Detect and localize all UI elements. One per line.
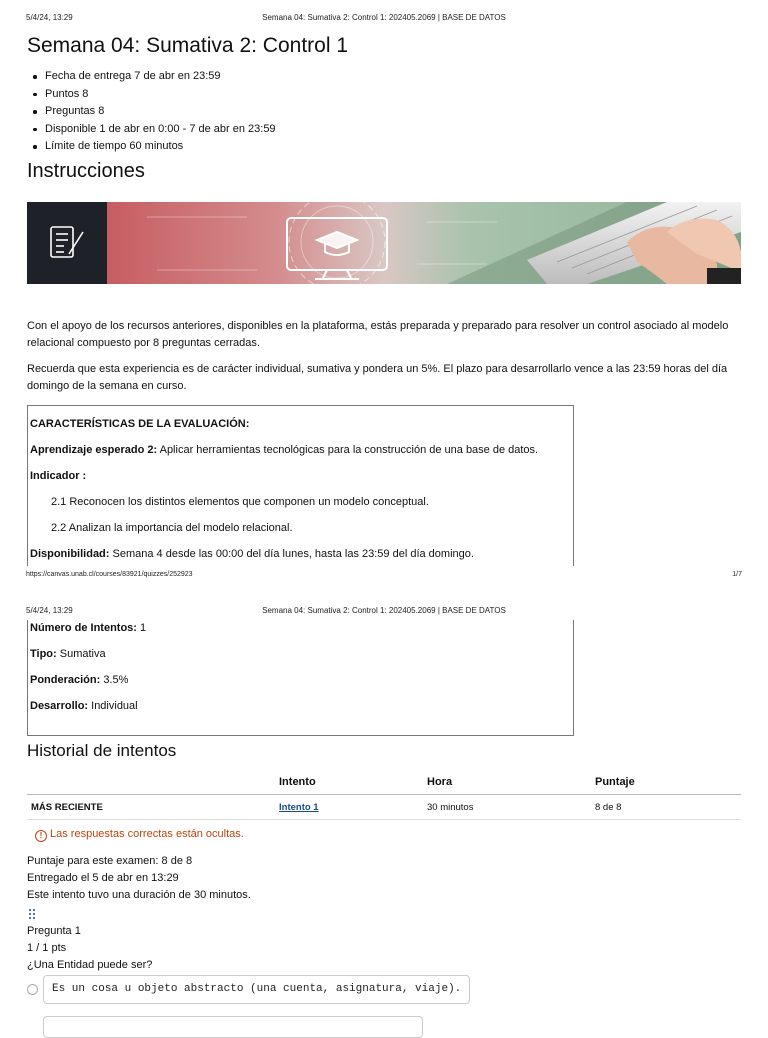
attempt-cell (275, 795, 423, 820)
quiz-details-list (27, 68, 276, 156)
attempt-score: 8 de 8 (591, 795, 741, 820)
banner-graphic (27, 202, 741, 284)
warning-circle-icon: ! (35, 830, 47, 842)
column-header (27, 770, 275, 795)
page-title: Semana 04: Sumativa 2: Control 1 (27, 34, 349, 57)
print-page-number: 1/7 (732, 571, 742, 578)
type-row: Tipo: Sumativa (30, 648, 106, 660)
characteristics-heading: CARACTERÍSTICAS DE LA EVALUACIÓN: (30, 418, 250, 430)
print-doc-title: Semana 04: Sumativa 2: Control 1: 202405.2069 | BASE DE DATOS (262, 13, 506, 22)
hidden-answers-notice (35, 828, 244, 842)
table-row (27, 795, 741, 820)
instructions-heading: Instrucciones (27, 160, 145, 182)
indicator-item: 2.2 Analizan la importancia del modelo relacional. (51, 522, 293, 534)
evaluation-characteristics-box (27, 405, 574, 566)
answer-option[interactable] (43, 1016, 423, 1038)
table-header-row (27, 770, 741, 795)
hidden-answers-text: Las respuestas correctas están ocultas. (50, 828, 244, 840)
time-limit-item: Límite de tiempo 60 minutos (45, 138, 276, 156)
weight-paragraph: Recuerda que esta experiencia es de carácter individual, sumativa y pondera un 5%. El plazo para desarrollarlo vence a las 23:59 horas del día domingo de la semana en curso. (27, 363, 728, 392)
attempt-link[interactable]: Intento 1 (279, 801, 319, 813)
print-url: https://canvas.unab.cl/courses/83921/quizzes/252923 (26, 571, 193, 578)
column-header: Intento (275, 770, 423, 795)
print-datetime: 5/4/24, 13:29 (26, 13, 73, 22)
question-1 (27, 923, 152, 974)
question-text: ¿Una Entidad puede ser? (27, 959, 153, 971)
indicator-label: Indicador : (30, 470, 87, 482)
attempt-time: 30 minutos (423, 795, 591, 820)
column-header: Puntaje (591, 770, 741, 795)
attempt-history-heading: Historial de intentos (27, 741, 177, 760)
availability-row: Disponibilidad: Semana 4 desde las 00:00 del día lunes, hasta las 23:59 del día domingo. (30, 548, 474, 560)
print-datetime: 5/4/24, 13:29 (26, 606, 73, 615)
summary-submitted: Entregado el 5 de abr en 13:29 (27, 872, 179, 884)
attempt-summary (27, 853, 251, 904)
summary-score: Puntaje para este examen: 8 de 8 (27, 855, 193, 867)
summary-duration: Este intento tuvo una duración de 30 minutos. (27, 889, 251, 901)
due-date-item: Fecha de entrega 7 de abr en 23:59 (45, 68, 276, 86)
intro-paragraph: Con el apoyo de los recursos anteriores, disponibles en la plataforma, estás preparada y preparado para resolver un control asociado al modelo relacional compuesto por 8 preguntas cerradas. (27, 320, 729, 349)
answer-option[interactable]: Es un cosa u objeto abstracto (una cuenta, asignatura, viaje). (43, 975, 470, 1004)
evaluation-characteristics-box-continued (27, 620, 574, 736)
questions-item: Preguntas 8 (45, 103, 276, 121)
availability-item: Disponible 1 de abr en 0:00 - 7 de abr en 23:59 (45, 121, 276, 139)
indicator-item: 2.1 Reconocen los distintos elementos que componen un modelo conceptual. (51, 496, 429, 508)
points-item: Puntos 8 (45, 86, 276, 104)
print-doc-title: Semana 04: Sumativa 2: Control 1: 202405.2069 | BASE DE DATOS (262, 606, 506, 615)
attempts-row: Número de Intentos: 1 (30, 622, 147, 634)
question-label: Pregunta 1 (27, 925, 81, 937)
drag-handle-icon[interactable] (28, 908, 36, 920)
column-header: Hora (423, 770, 591, 795)
weighting-row: Ponderación: 3.5% (30, 674, 129, 686)
instructions-banner (27, 202, 741, 284)
attempt-history-table (27, 770, 741, 820)
attempt-label: MÁS RECIENTE (27, 795, 275, 820)
radio-icon[interactable] (27, 984, 38, 995)
learning-outcome: Aprendizaje esperado 2: Aplicar herramientas tecnológicas para la construcción de una base de datos. (30, 444, 539, 456)
development-row: Desarrollo: Individual (30, 700, 138, 712)
question-points: 1 / 1 pts (27, 942, 67, 954)
